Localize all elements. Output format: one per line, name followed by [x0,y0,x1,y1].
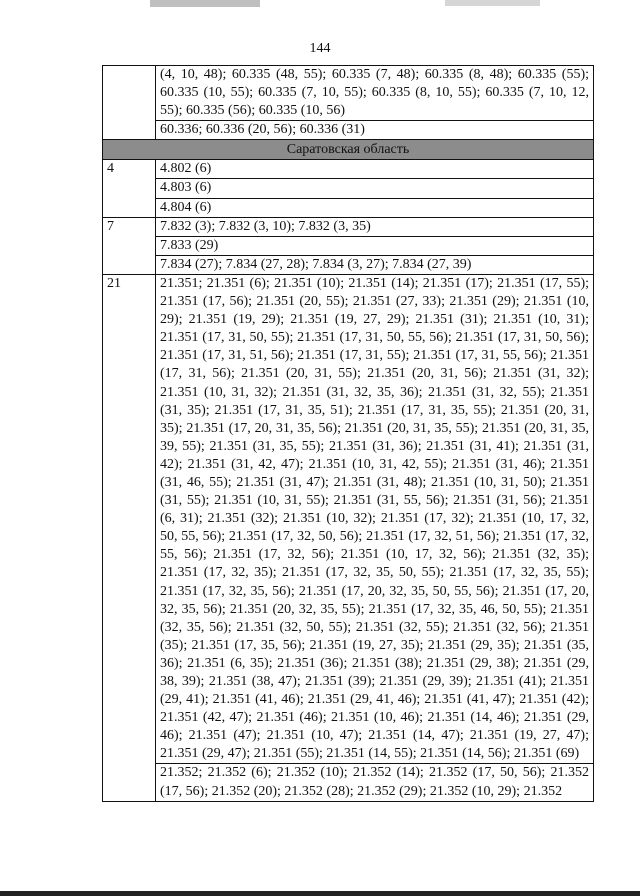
table-row [103,179,594,198]
table-row [103,236,594,255]
table-row [103,274,594,764]
entry-cell: 4.804 (6) [156,198,594,217]
row-code: 21 [103,274,156,801]
entry-cell: 7.834 (27); 7.834 (27, 28); 7.834 (3, 27); 7.834 (27, 39) [156,255,594,274]
table-row [103,121,594,140]
table-row [103,255,594,274]
entry-cell: 60.336; 60.336 (20, 56); 60.336 (31) [156,121,594,140]
scan-artifact-top-left [150,0,260,7]
region-header-row [103,140,594,160]
entry-cell: 7.832 (3); 7.832 (3, 10); 7.832 (3, 35) [156,217,594,236]
scan-artifact-top-right [445,0,540,6]
table-row [103,66,594,121]
row-code: 4 [103,160,156,217]
entry-cell: (4, 10, 48); 60.335 (48, 55); 60.335 (7, 48); 60.335 (8, 48); 60.335 (55); 60.335 (10, 55); 60.335 (7, 10, 55); 60.335 (8, 10, 55); 60.335 (7, 10, 12, 55); 60.335 (56); 60.335 (10, 56) [156,66,594,121]
page-number: 144 [309,41,331,56]
table-row [103,764,594,801]
table-row [103,160,594,179]
entry-cell: 21.352; 21.352 (6); 21.352 (10); 21.352 (14); 21.352 (17, 50, 56); 21.352 (17, 56); 21.352 (20); 21.352 (28); 21.352 (29); 21.352 (10, 29); 21.352 [156,764,594,801]
row-code: 7 [103,217,156,274]
entry-cell: 4.803 (6) [156,179,594,198]
region-title: Саратовская область [103,140,594,160]
table-row [103,198,594,217]
entry-cell: 7.833 (29) [156,236,594,255]
entry-cell: 21.351; 21.351 (6); 21.351 (10); 21.351 (14); 21.351 (17); 21.351 (17, 55); 21.351 (17, 56); 21.351 (20, 55); 21.351 (27, 33); 21.351 (29); 21.351 (10, 29); 21.351 (19, 29); 21.351 (19, 27, 29); 21.351 (31); 21.351 (10, 31); 21.351 (17, 31, 50, 55); 21.351 (17, 31, 50, 55, 56); 21.351 (17, 31, 50, 56); 21.351 (17, 31, 51, 56); 21.351 (17, 31, 55); 21.351 (17, 31, 55, 56); 21.351 (17, 31, 56); 21.351 (20, 31, 55); 21.351 (20, 31, 56); 21.351 (31, 32); 21.351 (10, 31, 32); 21.351 (31, 32, 35, 36); 21.351 (31, 32, 55); 21.351 (31, 35); 21.351 (17, 31, 35, 51); 21.351 (17, 31, 35, 55); 21.351 (20, 31, 35); 21.351 (17, 20, 31, 35, 56); 21.351 (20, 31, 35, 55); 21.351 (20, 31, 35, 39, 55); 21.351 (31, 35, 55); 21.351 (31, 36); 21.351 (31, 41); 21.351 (31, 42); 21.351 (31, 42, 47); 21.351 (10, 31, 42, 55); 21.351 (31, 46); 21.351 (31, 46, 55); 21.351 (31, 47); 21.351 (31, 48); 21.351 (10, 31, 50); 21.351 (31, 55); 21.351 (10, 31, 55); 21.351 (31, 55, 56); 21.351 (31, 56); 21.351 (6, 31); 21.351 (32); 21.351 (10, 32); 21.351 (17, 32); 21.351 (10, 17, 32, 50, 55, 56); 21.351 (17, 32, 50, 56); 21.351 (17, 32, 51, 56); 21.351 (17, 32, 55, 56); 21.351 (17, 32, 56); 21.351 (10, 17, 32, 56); 21.351 (32, 35); 21.351 (17, 32, 35); 21.351 (17, 32, 35, 50, 55); 21.351 (17, 32, 35, 55); 21.351 (17, 32, 35, 56); 21.351 (17, 20, 32, 35, 50, 55, 56); 21.351 (17, 20, 32, 35, 56); 21.351 (20, 32, 35, 55); 21.351 (17, 32, 35, 46, 50, 55); 21.351 (32, 35, 56); 21.351 (32, 50, 55); 21.351 (32, 55); 21.351 (32, 56); 21.351 (35); 21.351 (17, 35, 56); 21.351 (19, 27, 35); 21.351 (29, 35); 21.351 (35, 36); 21.351 (6, 35); 21.351 (36); 21.351 (38); 21.351 (29, 38); 21.351 (29, 38, 39); 21.351 (38, 47); 21.351 (39); 21.351 (29, 39); 21.351 (41); 21.351 (29, 41); 21.351 (41, 46); 21.351 (29, 41, 46); 21.351 (41, 47); 21.351 (42); 21.351 (42, 47); 21.351 (46); 21.351 (10, 46); 21.351 (14, 46); 21.351 (29, 46); 21.351 (47); 21.351 (10, 47); 21.351 (14, 47); 21.351 (19, 27, 47); 21.351 (29, 47); 21.351 (55); 21.351 (14, 55); 21.351 (14, 56); 21.351 (69) [156,274,594,764]
table-row [103,217,594,236]
entry-cell: 4.802 (6) [156,160,594,179]
scan-artifact-bottom [0,891,640,896]
row-code [103,66,156,140]
code-table [102,65,594,802]
